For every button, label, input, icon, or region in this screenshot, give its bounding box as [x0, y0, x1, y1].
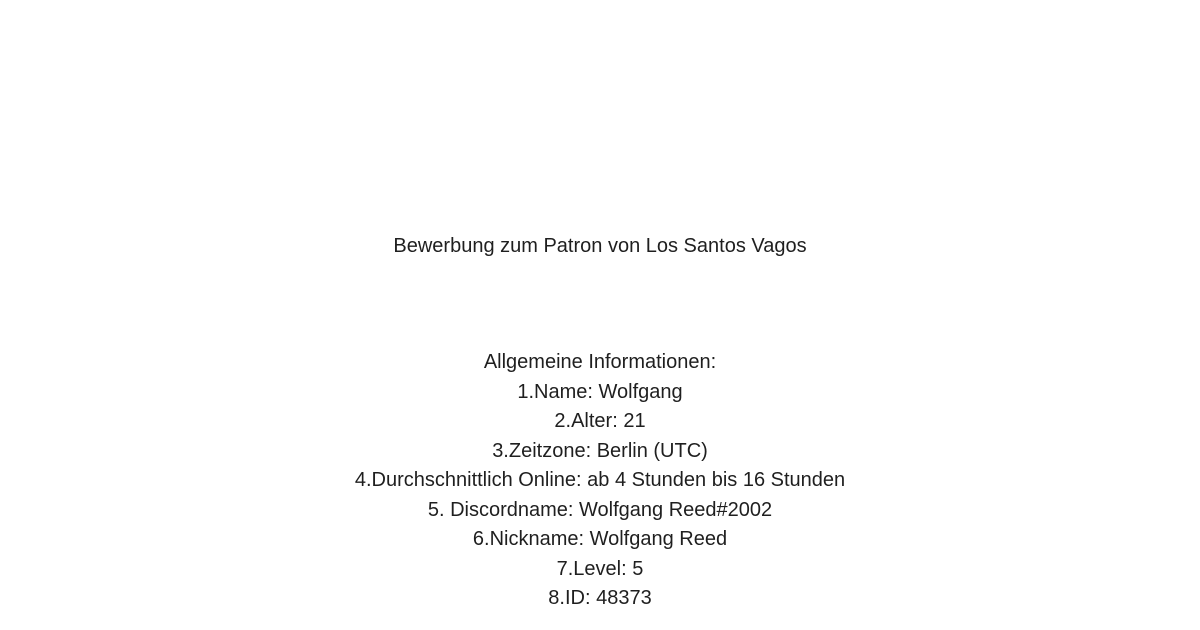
- info-item-level: 7.Level: 5: [556, 557, 644, 580]
- info-item-online-time: 4.Durchschnittlich Online: ab 4 Stunden bis 16 Stunden: [354, 469, 846, 491]
- info-item-nickname: 6.Nickname: Wolfgang Reed: [472, 528, 728, 550]
- info-item-name: 1.Name: Wolfgang: [517, 380, 683, 403]
- info-item-timezone: 3.Zeitzone: Berlin (UTC): [492, 439, 708, 462]
- document-title: Bewerbung zum Patron von Los Santos Vagos: [393, 235, 807, 257]
- info-item-age: 2.Alter: 21: [554, 410, 646, 432]
- info-item-discordname: 5. Discordname: Wolfgang Reed#2002: [427, 498, 773, 521]
- section-heading: Allgemeine Informationen:: [483, 351, 717, 373]
- info-item-id: 8.ID: 48373: [548, 587, 652, 609]
- general-info-section: [0, 348, 1200, 614]
